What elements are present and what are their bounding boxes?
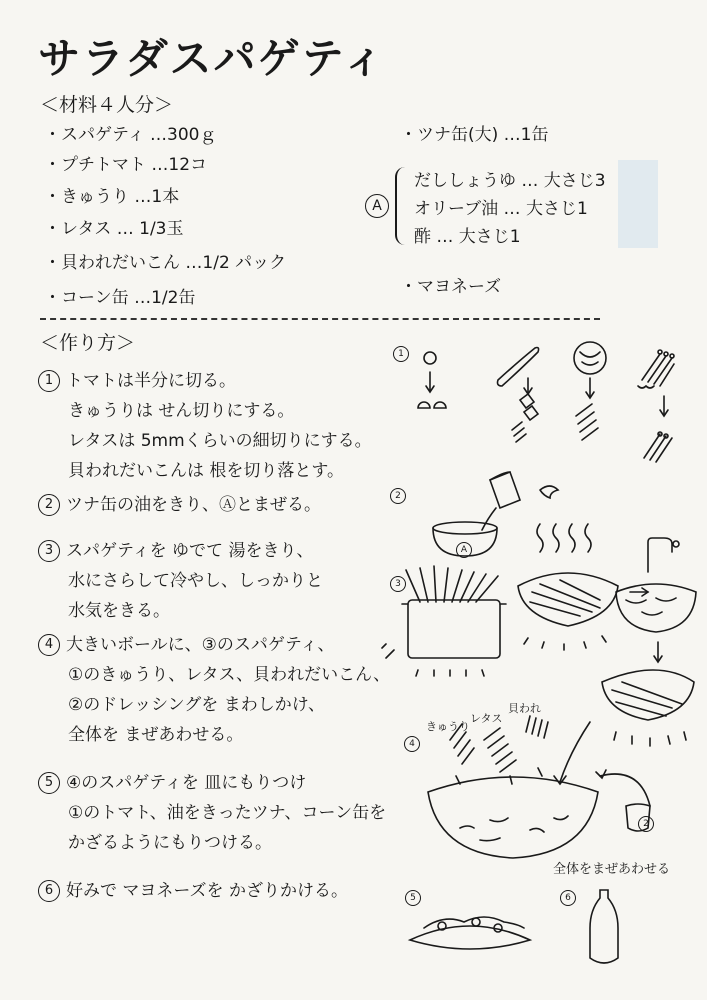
step-line: ①のきゅうり、レタス、貝われだいこん、 bbox=[68, 665, 391, 685]
step-line: レタスは 5mmくらいの細切りにする。 bbox=[68, 431, 372, 451]
small-bowl-mark: 2 bbox=[638, 816, 654, 832]
illustration-step-3: 3 bbox=[390, 576, 406, 592]
illustration-sketches bbox=[380, 330, 700, 980]
mix-caption: 全体をまぜあわせる bbox=[553, 862, 671, 877]
label-lettuce: レタス bbox=[470, 712, 503, 725]
illustration-step-6: 6 bbox=[560, 890, 576, 906]
step-line: 貝われだいこんは 根を切り落とす。 bbox=[68, 461, 345, 481]
step-line: 好みで マヨネーズを かざりかける。 bbox=[66, 881, 348, 901]
step-line: スパゲティを ゆでて 湯をきり、 bbox=[66, 541, 314, 561]
bowl-mark-a: A bbox=[456, 542, 472, 558]
ingredient-item: ・スパゲティ …300ｇ bbox=[44, 125, 217, 145]
step-line: ②のドレッシングを まわしかけ、 bbox=[68, 695, 326, 715]
step-number: 4 bbox=[38, 634, 60, 656]
step-1 bbox=[38, 366, 372, 486]
sprouts-sketch bbox=[638, 350, 674, 462]
step-line: 全体を まぜあわせる。 bbox=[68, 725, 244, 745]
ingredients-heading: ＜材料４人分＞ bbox=[40, 94, 174, 116]
cucumber-sketch bbox=[498, 348, 539, 443]
step-line: ツナ缶の油をきり、Ⓐとまぜる。 bbox=[66, 495, 321, 515]
step-3 bbox=[38, 536, 323, 626]
illustration-step-1: 1 bbox=[393, 346, 409, 362]
illustration-step-4: 4 bbox=[404, 736, 420, 752]
step-6 bbox=[38, 876, 348, 906]
step-line: トマトは半分に切る。 bbox=[66, 371, 236, 391]
dressing-item: だししょうゆ … 大さじ3 bbox=[414, 171, 606, 191]
dressing-brace bbox=[395, 167, 409, 245]
step-4 bbox=[38, 630, 390, 750]
step-number: 5 bbox=[38, 772, 60, 794]
strainer-drain-sketch bbox=[602, 670, 694, 746]
step-line: ④のスパゲティを 皿にもりつけ bbox=[66, 773, 307, 793]
paper-stamp bbox=[618, 160, 658, 248]
step-number: 2 bbox=[38, 494, 60, 516]
dressing-item: オリーブ油 … 大さじ1 bbox=[414, 199, 588, 219]
lettuce-sketch bbox=[574, 342, 606, 440]
tomato-sketch bbox=[418, 352, 446, 408]
ingredient-item: ・貝われだいこん …1/2 パック bbox=[44, 253, 287, 273]
step-line: 水気をきる。 bbox=[68, 601, 170, 621]
step-5 bbox=[38, 768, 386, 858]
ingredient-item: ・レタス … 1/3玉 bbox=[44, 219, 184, 239]
faucet-bowl-sketch bbox=[616, 538, 696, 662]
dressing-bowl-sketch bbox=[433, 472, 558, 556]
label-sprouts: 貝われ bbox=[508, 702, 541, 715]
step-number: 6 bbox=[38, 880, 60, 902]
label-cucumber: きゅうり bbox=[426, 720, 470, 733]
step-2 bbox=[38, 490, 321, 520]
illustration-step-5: 5 bbox=[405, 890, 421, 906]
step-number: 3 bbox=[38, 540, 60, 562]
mixing-bowl-sketch bbox=[428, 716, 650, 858]
method-heading: ＜作り方＞ bbox=[40, 332, 136, 354]
plate-sketch bbox=[410, 917, 530, 949]
ingredient-mayo: ・マヨネーズ bbox=[400, 277, 502, 297]
step-line: きゅうりは せん切りにする。 bbox=[68, 401, 295, 421]
ingredient-item: ・プチトマト …12コ bbox=[44, 155, 208, 175]
dressing-mark-a: A bbox=[365, 194, 389, 218]
step-line: ①のトマト、油をきったツナ、コーン缶を bbox=[68, 803, 387, 823]
step-number: 1 bbox=[38, 370, 60, 392]
dressing-item: 酢 … 大さじ1 bbox=[414, 227, 521, 247]
ingredient-item: ・きゅうり …1本 bbox=[44, 187, 180, 207]
step-line: 大きいボールに、③のスパゲティ、 bbox=[66, 635, 335, 655]
step-line: かざるようにもりつける。 bbox=[68, 833, 272, 853]
section-divider bbox=[40, 318, 600, 320]
page-title: サラダスパゲティ bbox=[38, 34, 387, 83]
ingredient-tuna: ・ツナ缶(大) …1缶 bbox=[400, 125, 549, 145]
ingredient-item: ・コーン缶 …1/2缶 bbox=[44, 288, 196, 308]
illustration-step-2: 2 bbox=[390, 488, 406, 504]
step-line: 水にさらして冷やし、しっかりと bbox=[68, 571, 323, 591]
mayonnaise-bottle-sketch bbox=[590, 890, 618, 963]
dressing-mark bbox=[365, 194, 389, 218]
